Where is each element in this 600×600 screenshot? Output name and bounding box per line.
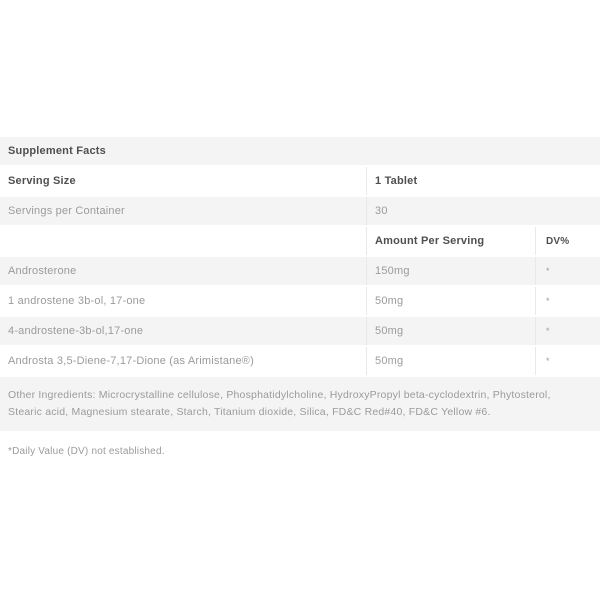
ingredient-dv: * bbox=[535, 317, 600, 345]
ingredient-dv: * bbox=[535, 257, 600, 285]
supplement-facts-title: Supplement Facts bbox=[0, 137, 600, 165]
column-header-amount: Amount Per Serving bbox=[366, 227, 535, 255]
other-ingredients-text: Other Ingredients: Microcrystalline cellulose, Phosphatidylcholine, HydroxyPropyl beta-cyclodextrin, Phytosterol, Stearic acid, Magnesium stearate, Starch, Titanium dioxide, Silica, FD&C Red#40, FD&C Yellow #6. bbox=[0, 377, 600, 431]
ingredient-row bbox=[0, 287, 600, 315]
ingredient-amount: 50mg bbox=[366, 347, 535, 375]
servings-per-container-value: 30 bbox=[366, 197, 600, 225]
ingredient-dv: * bbox=[535, 287, 600, 315]
ingredient-dv: * bbox=[535, 347, 600, 375]
ingredient-amount: 150mg bbox=[366, 257, 535, 285]
ingredient-row bbox=[0, 257, 600, 285]
servings-per-container-label: Servings per Container bbox=[0, 197, 366, 225]
table-row bbox=[0, 197, 600, 225]
column-header-dv: DV% bbox=[535, 227, 600, 255]
table-header-row bbox=[0, 227, 600, 255]
supplement-facts-table bbox=[0, 135, 600, 433]
empty-header-cell bbox=[0, 227, 366, 255]
ingredient-row bbox=[0, 347, 600, 375]
table-row bbox=[0, 167, 600, 195]
ingredient-row bbox=[0, 317, 600, 345]
serving-size-label: Serving Size bbox=[0, 167, 366, 195]
ingredient-name: Androsterone bbox=[0, 257, 366, 285]
ingredient-name: Androsta 3,5-Diene-7,17-Dione (as Arimistane®) bbox=[0, 347, 366, 375]
ingredient-amount: 50mg bbox=[366, 287, 535, 315]
ingredient-name: 4-androstene-3b-ol,17-one bbox=[0, 317, 366, 345]
serving-size-value: 1 Tablet bbox=[366, 167, 600, 195]
ingredient-name: 1 androstene 3b-ol, 17-one bbox=[0, 287, 366, 315]
other-ingredients-row bbox=[0, 377, 600, 431]
dv-footnote: *Daily Value (DV) not established. bbox=[8, 446, 165, 457]
table-row bbox=[0, 137, 600, 165]
ingredient-amount: 50mg bbox=[366, 317, 535, 345]
